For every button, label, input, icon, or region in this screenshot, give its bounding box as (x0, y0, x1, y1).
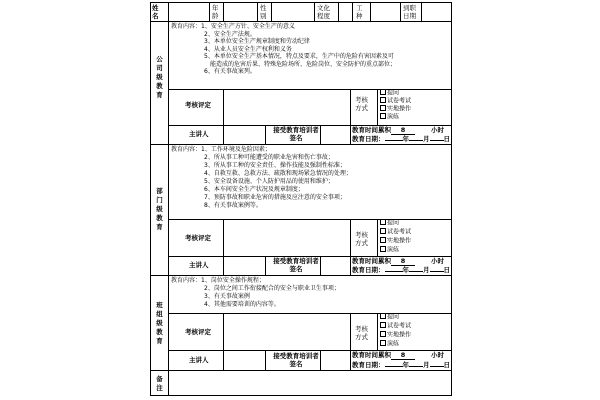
remarks-label: 备注 (156, 375, 163, 392)
checkbox-icon (380, 105, 386, 111)
gender-label: 性别 (260, 4, 267, 20)
checkbox-icon (380, 89, 386, 95)
section-1-assess-field[interactable] (224, 90, 349, 124)
section-3-lecturer-field[interactable] (224, 351, 264, 369)
name-label: 姓名 (152, 4, 159, 20)
section-1-lecturer-field[interactable] (224, 126, 264, 143)
section-3-trainee-label: 接受教育培训者签名 (273, 352, 319, 368)
section-2-assess-field[interactable] (224, 220, 349, 255)
section-1-lecturer-label: 主讲人 (189, 130, 209, 138)
section-1-option-exam[interactable]: 试卷考试 (380, 97, 411, 105)
checkbox-icon (380, 322, 386, 328)
section-3-hours: 教育时间累积 8 小时 (352, 351, 444, 359)
remarks-field[interactable] (169, 371, 451, 395)
header-row (151, 3, 451, 21)
section-2-lecturer-field[interactable] (224, 257, 264, 274)
section-3-assess-field[interactable] (224, 314, 349, 349)
section-3-title: 班组级教育 (156, 301, 163, 345)
training-record-form: 姓名 年龄 性别 文化程度 工种 到职日期 公司级教育 教育内容：1、安全生产方针、安全生产的意义 2、安全生产法规。 3、本单位安全生产规章制度和劳动纪律 4、从业人员安全生产权利和义务 5、本单位安全生产基本情况，特点及要求，生产中的危险有害因素及可 能造成的危害后果、特殊危险场所、危险岗位、安全防护的重点部位； 6、有关事故案列。 考核评定 考核方式 提问 试卷考试 实地操作 演练 主讲人 接受教育培训者签名 教育时间累积 8 小时 教育日期： 年 月 日 部门级教育 教育内容：1、工作环境及危险因素； 2、所从事工种可能遭受的职业危害和伤亡事故； 3、所从事工种的安全责任、操作技能及强制性标准； 4、自救互救、急救方法、疏散和现场紧急情况的处理； 5、安全设备设施、个人防护用品的使用和维护； 6、本车间安全生产状况及规章制度； 7、预防事故和职业危害的措施及应注意的安全事项； 8、有关事故案例等。 考核评定 考核方式 提问 试卷考试 实地操作 演练 主讲人 接受教育培训者签名 教育时间累积 8 小时 教育日期： 年 月 日 班组级教育 教育内容：1、岗位安全操作规程； 2、岗位之间工作衔接配合的安全与职业卫生事项； 3、有关事故案例 4、其他需要培训的内容等。 考核评定 考核方式 提问 试卷考试 实地操作 演练 主讲人 接受教育培训者签名 教育时间累积 8 小时 教育日期： 年 月 日 备注 (150, 2, 452, 396)
section-3-option-field[interactable]: 实地操作 (380, 331, 411, 339)
section-2-assess-label: 考核评定 (185, 234, 211, 242)
section-1-date: 教育日期： 年 月 日 (352, 135, 450, 143)
section-2-option-exam[interactable]: 试卷考试 (380, 228, 411, 236)
section-3-option-question[interactable]: 提问 (380, 313, 399, 321)
section-2-option-drill[interactable]: 演练 (380, 246, 399, 254)
section-2-trainee-field[interactable] (321, 257, 349, 274)
section-3-assess-label: 考核评定 (185, 328, 211, 336)
section-2-date: 教育日期： 年 月 日 (352, 266, 450, 274)
section-3-lecturer-label: 主讲人 (189, 356, 209, 364)
section-1-option-field[interactable]: 实地操作 (380, 105, 411, 113)
checkbox-icon (380, 219, 386, 225)
section-2-option-field[interactable]: 实地操作 (380, 237, 411, 245)
section-2-title: 部门级教育 (156, 187, 163, 231)
checkbox-icon (380, 97, 386, 103)
section-1-title: 公司级教育 (156, 55, 163, 99)
section-2-method-label: 考核方式 (355, 231, 368, 247)
name-value[interactable] (169, 4, 205, 19)
section-1-option-drill[interactable]: 演练 (380, 113, 399, 121)
section-1-trainee-field[interactable] (321, 126, 349, 143)
section-1-method-label: 考核方式 (355, 96, 368, 112)
arrival-label: 到职日期 (403, 4, 416, 20)
job-label: 工种 (356, 4, 363, 20)
checkbox-icon (380, 246, 386, 252)
section-1-assess-label: 考核评定 (185, 101, 211, 109)
section-2-option-question[interactable]: 提问 (380, 219, 399, 227)
checkbox-icon (380, 228, 386, 234)
section-2-trainee-label: 接受教育培训者签名 (273, 257, 319, 273)
section-2-lecturer-label: 主讲人 (189, 261, 209, 269)
section-3-option-drill[interactable]: 演练 (380, 340, 399, 348)
checkbox-icon (380, 113, 386, 119)
section-3-date: 教育日期： 年 月 日 (352, 361, 450, 369)
section-3-method-label: 考核方式 (355, 325, 368, 341)
section-1-option-question[interactable]: 提问 (380, 89, 399, 97)
checkbox-icon (380, 331, 386, 337)
education-label: 文化程度 (317, 4, 330, 20)
section-2-hours: 教育时间累积 8 小时 (352, 257, 444, 265)
section-3-trainee-field[interactable] (321, 351, 349, 369)
checkbox-icon (380, 340, 386, 346)
section-3-option-exam[interactable]: 试卷考试 (380, 322, 411, 330)
checkbox-icon (380, 237, 386, 243)
section-1-trainee-label: 接受教育培训者签名 (273, 126, 319, 142)
checkbox-icon (380, 313, 386, 319)
section-1-hours: 教育时间累积 8 小时 (352, 126, 444, 134)
age-label: 年龄 (212, 4, 219, 20)
